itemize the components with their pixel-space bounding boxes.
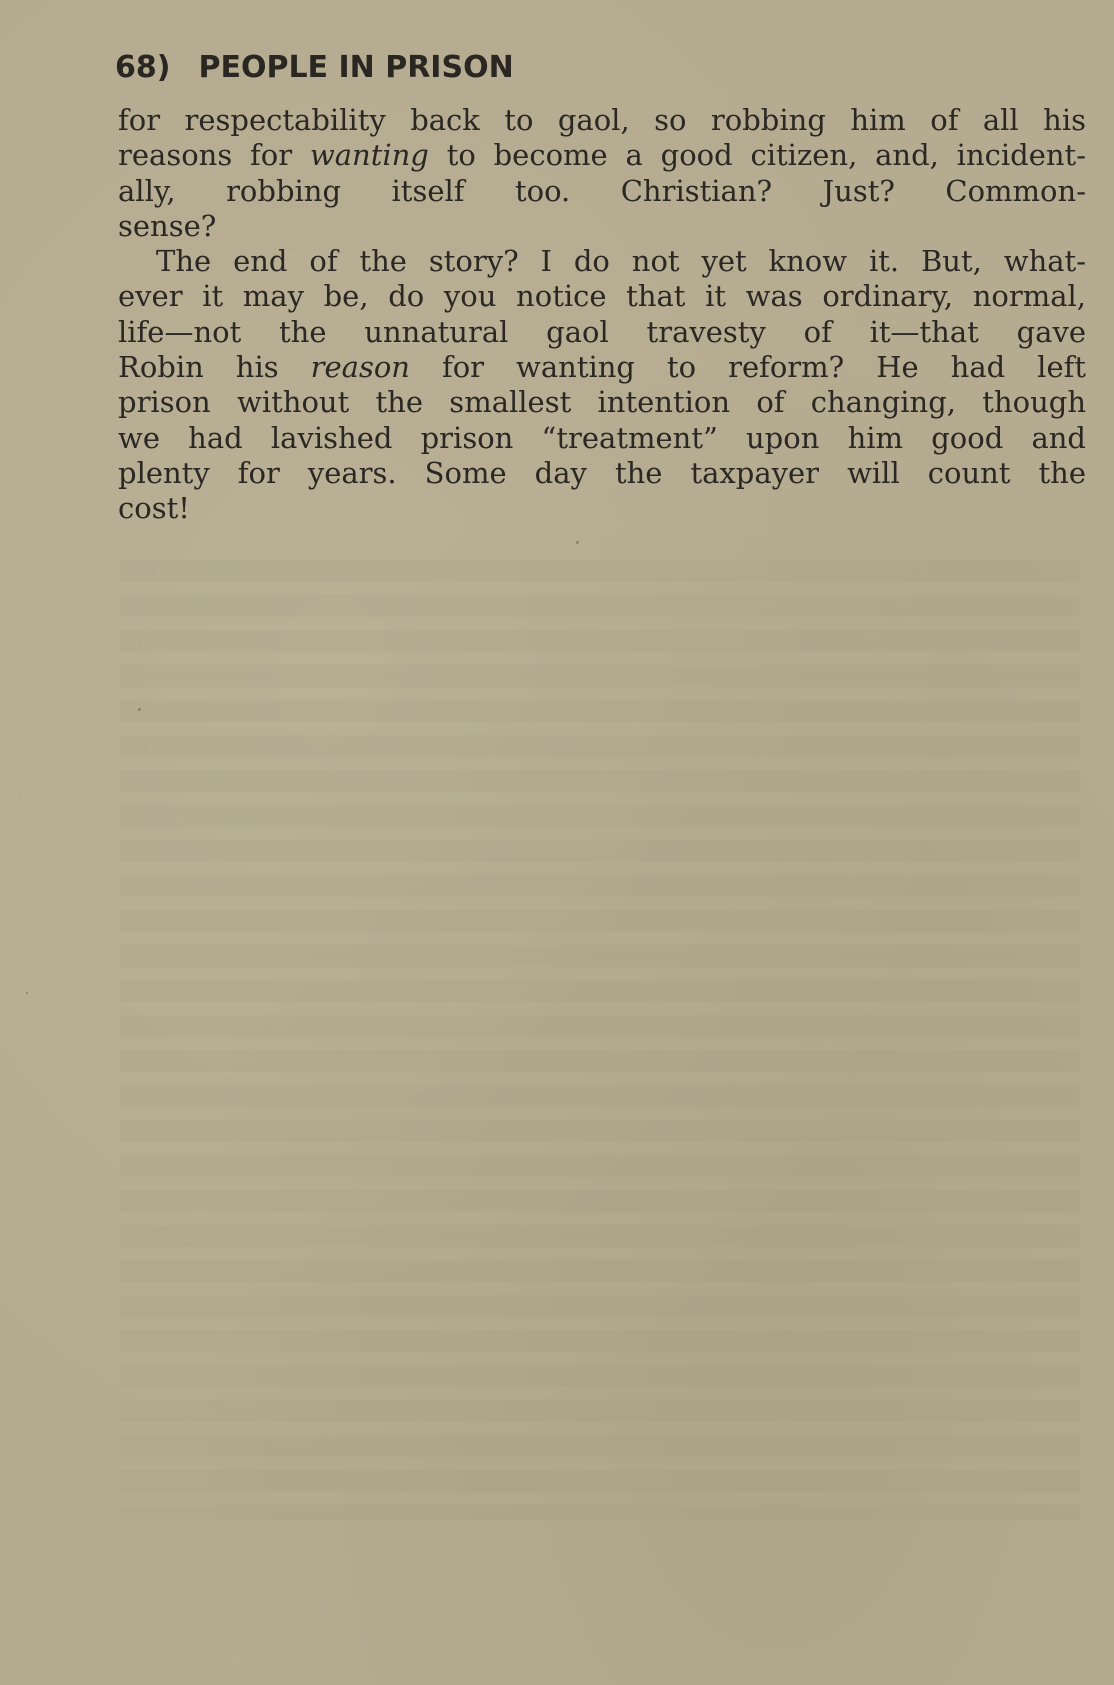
italic-text: reason: [310, 350, 410, 385]
text-line: cost!: [118, 491, 190, 526]
show-through-texture: [120, 560, 1080, 1520]
text-line: we had lavished prison “treatment” upon him good and: [118, 420, 1086, 455]
text-line: The end of the story? I do not yet know it. But, what-: [156, 244, 1086, 279]
text-line: sense?: [118, 208, 217, 243]
text-line: ally, robbing itself too. Christian? Just? Common-: [118, 173, 1086, 208]
paragraph-2: [118, 244, 1086, 526]
text-run: for wanting to reform? He had left: [409, 350, 1086, 385]
text-run: to become a good citizen, and, incident-: [428, 138, 1086, 173]
italic-text: wanting: [309, 138, 429, 173]
chapter-title: PEOPLE IN PRISON: [198, 50, 514, 85]
body-text: [118, 103, 1086, 527]
text-line: [118, 350, 1086, 385]
text-line: life—not the unnatural gaol travesty of it—that gave: [118, 314, 1086, 349]
text-line: ever it may be, do you notice that it was ordinary, normal,: [118, 279, 1086, 314]
text-run: reasons for: [118, 138, 310, 173]
page-number: 68): [115, 50, 171, 85]
text-line: for respectability back to gaol, so robbing him of all his: [118, 103, 1086, 137]
paper-speck: [26, 992, 28, 994]
text-line: plenty for years. Some day the taxpayer will count the: [118, 455, 1086, 490]
running-header: [115, 44, 1015, 92]
text-line: [118, 138, 1086, 173]
text-line: prison without the smallest intention of changing, though: [118, 385, 1086, 420]
paragraph-1: [118, 103, 1086, 244]
text-run: Robin his: [118, 350, 311, 385]
paper-speck: [138, 708, 141, 711]
paper-speck: [576, 541, 579, 544]
